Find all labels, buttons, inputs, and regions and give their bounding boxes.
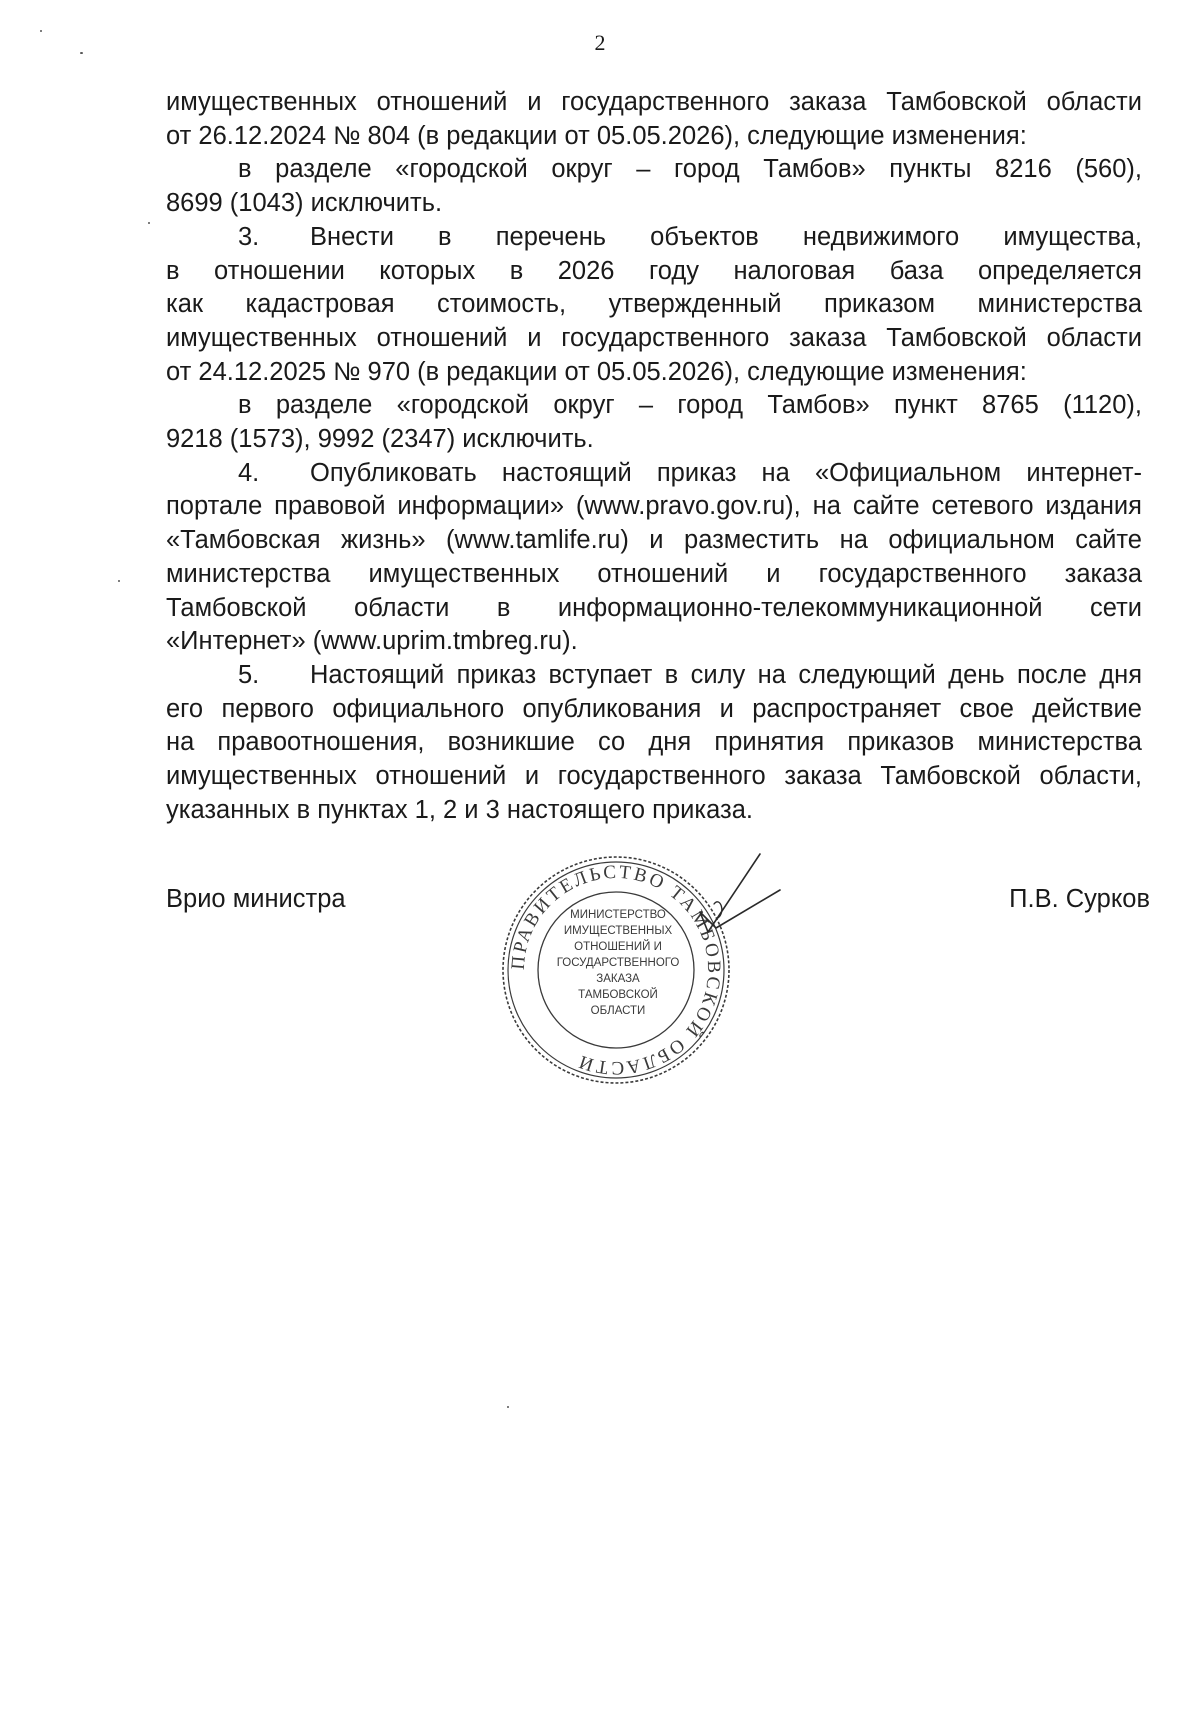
paragraph-6-line-3: на правоотношения, возникшие со дня принятия приказов министерства	[166, 728, 1142, 757]
paragraph-1-line-1: имущественных отношений и государственного заказа Тамбовской области	[166, 88, 1142, 116]
paragraph-5-line-1	[166, 457, 1142, 491]
paragraph-5-line-4: министерства имущественных отношений и государственного заказа	[166, 559, 1142, 588]
seal-inner-line-6: ТАМБОВСКОЙ	[578, 989, 658, 1001]
seal-inner-line-3: ОТНОШЕНИЙ И	[574, 941, 662, 953]
paragraph-2-line-2: 8699 (1043) исключить.	[166, 189, 443, 218]
page-number: 2	[594, 30, 606, 55]
seal-inner-line-4: ГОСУДАРСТВЕННОГО	[556, 957, 680, 969]
paragraph-3-line-1-text: Внести в перечень объектов недвижимого имущества,	[310, 222, 1142, 251]
paragraph-4-line-2: 9218 (1573), 9992 (2347) исключить.	[166, 425, 594, 454]
paragraph-6-line-2: его первого официального опубликования и распространяет свое действие	[166, 694, 1142, 723]
paragraph-3-number: 3.	[238, 222, 260, 251]
seal-inner-line-5: ЗАКАЗА	[596, 973, 640, 985]
scan-speck	[118, 580, 120, 582]
document-body	[166, 86, 1142, 827]
scan-speck	[40, 30, 42, 32]
paragraph-5-line-1-text: Опубликовать настоящий приказ на «Официальном интернет-	[310, 458, 1142, 487]
signatory-position: Врио министра	[166, 885, 346, 913]
paragraph-6-number: 5.	[238, 660, 260, 689]
paragraph-3-line-4: имущественных отношений и государственного заказа Тамбовской области	[166, 323, 1142, 352]
paragraph-6-line-4: имущественных отношений и государственного заказа Тамбовской области,	[166, 762, 1142, 791]
paragraph-4-line-1: в разделе «городской округ – город Тамбов» пункт 8765 (1120),	[238, 391, 1142, 420]
handwritten-signature	[690, 852, 786, 942]
paragraph-5-line-3: «Тамбовская жизнь» (www.tamlife.ru) и разместить на официальном сайте	[166, 526, 1142, 555]
paragraph-3-line-1	[166, 221, 1142, 255]
paragraph-5-line-6: «Интернет» (www.uprim.tmbreg.ru).	[166, 627, 578, 656]
seal-inner-line-7: ОБЛАСТИ	[590, 1005, 646, 1017]
paragraph-5-line-5: Тамбовской области в информационно-телекоммуникационной сети	[166, 593, 1142, 622]
paragraph-2-line-1: в разделе «городской округ – город Тамбов» пункты 8216 (560),	[238, 155, 1142, 184]
scan-speck	[507, 1406, 509, 1408]
signatory-name: П.В. Сурков	[1009, 885, 1150, 913]
seal-outer-text: ПРАВИТЕЛЬСТВО ТАМБОВСКОЙ ОБЛАСТИ	[507, 861, 725, 1079]
paragraph-3-line-5: от 24.12.2025 № 970 (в редакции от 05.05.2026), следующие изменения:	[166, 357, 1027, 386]
paragraph-6-line-5: указанных в пунктах 1, 2 и 3 настоящего приказа.	[166, 795, 753, 824]
paragraph-6-line-1-text: Настоящий приказ вступает в силу на следующий день после дня	[310, 660, 1142, 689]
seal-inner-line-1: МИНИСТЕРСТВО	[570, 909, 666, 921]
paragraph-3-line-2: в отношении которых в 2026 году налоговая база определяется	[166, 256, 1142, 285]
paragraph-3-line-3: как кадастровая стоимость, утвержденный приказом министерства	[166, 290, 1142, 319]
scan-speck	[80, 52, 83, 54]
paragraph-5-line-2: портале правовой информации» (www.pravo.gov.ru), на сайте сетевого издания	[166, 492, 1142, 521]
scan-speck	[148, 222, 150, 224]
paragraph-6-line-1	[166, 659, 1142, 693]
paragraph-5-number: 4.	[238, 458, 260, 487]
paragraph-1-line-2: от 26.12.2024 № 804 (в редакции от 05.05.2026), следующие изменения:	[166, 121, 1027, 150]
seal-inner-line-2: ИМУЩЕСТВЕННЫХ	[563, 925, 673, 937]
